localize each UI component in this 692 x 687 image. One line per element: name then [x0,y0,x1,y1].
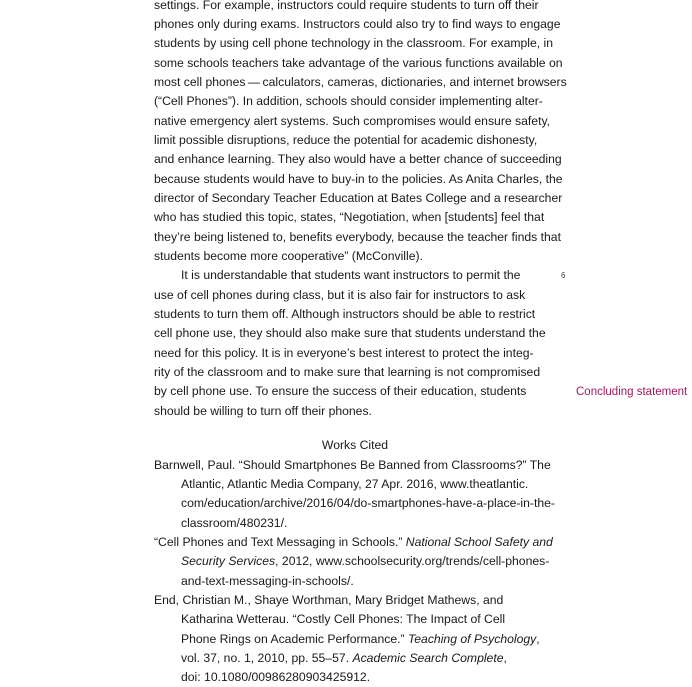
citation-database: Academic Search Complete [352,651,504,665]
body-text-line: cell phone use, they should also make sure that students understand the [154,326,546,340]
citation-volume: vol. 37, no. 1, 2010, pp. 55–57. [181,651,353,665]
citation-url: , 2012, www.schoolsecurity.org/trends/cell-phones- [275,554,550,568]
citation-line: End, Christian M., Shaye Worthman, Mary Bridget Mathews, and [154,593,504,607]
body-text-line: who has studied this topic, states, “Negotiation, when [students] feel that [154,210,545,224]
citation-punct: , [536,632,540,646]
citation-line: classroom/480231/. [181,516,288,530]
citation-line [181,630,540,649]
citation-line: Atlantic, Atlantic Media Company, 27 Apr. 2016, www.theatlantic. [181,477,529,491]
body-text-line: director of Secondary Teacher Education at Bates College and a researcher [154,191,563,205]
citation-journal: Teaching of Psychology [407,632,537,646]
citation-line: and-text-messaging-in-schools/. [181,574,354,588]
body-text-line: need for this policy. It is in everyone’s best interest to protect the integ- [154,346,534,360]
citation-line: com/education/archive/2016/04/do-smartphones-have-a-place-in-the- [181,496,555,510]
citation-line: Barnwell, Paul. “Should Smartphones Be Banned from Classrooms?” The [154,458,551,472]
body-text-line: settings. For example, instructors could require students to turn off their [154,0,539,12]
body-text-line: native emergency alert systems. Such compromises would ensure safety, [154,114,551,128]
body-text-line: students become more cooperative” (McConville). [154,249,423,263]
citation-line [154,533,553,552]
body-text-line: phones only during exams. Instructors could also try to find ways to engage [154,17,561,31]
body-text-line: they’re being listened to, benefits everybody, because the teacher finds that [154,230,561,244]
citation-title: Phone Rings on Academic Performance.” [181,632,408,646]
body-text-line: by cell phone use. To ensure the success of their education, students [154,384,527,398]
paragraph-number: 6 [561,271,566,280]
works-cited-heading: Works Cited [321,438,389,452]
citation-publisher: Security Services [181,554,276,568]
body-text-line: some schools teachers take advantage of the various functions available on [154,56,563,70]
citation-line: doi: 10.1080/00986280903425912. [181,670,371,684]
body-text-line: most cell phones — calculators, cameras, dictionaries, and internet browsers [154,75,567,89]
citation-line [181,552,549,571]
body-text-line: use of cell phones during class, but it is also fair for instructors to ask [154,288,526,302]
body-text-line: (“Cell Phones”). In addition, schools should consider implementing alter- [154,94,543,108]
citation-title: “Cell Phones and Text Messaging in Schools.” [154,535,406,549]
margin-annotation: Concluding statement [576,386,688,398]
citation-line: Katharina Wetterau. “Costly Cell Phones: The Impact of Cell [181,612,506,626]
body-text-line: because students would have to buy-in to the policies. As Anita Charles, the [154,172,563,186]
body-text-line: should be willing to turn off their phones. [154,404,372,418]
citation-line [181,649,507,668]
body-text-line: students by using cell phone technology in the classroom. For example, in [154,36,554,50]
body-text-line: students to turn them off. Although instructors should be able to restrict [154,307,536,321]
body-text-line: and enhance learning. They also would have a better chance of succeeding [154,152,562,166]
citation-punct: , [503,651,507,665]
body-text-line: rity of the classroom and to make sure that learning is not compromised [154,365,541,379]
citation-publisher: National School Safety and [405,535,553,549]
body-text-line: It is understandable that students want instructors to permit the [181,268,521,282]
body-text-line: limit possible disruptions, reduce the potential for academic dishonesty, [154,133,538,147]
